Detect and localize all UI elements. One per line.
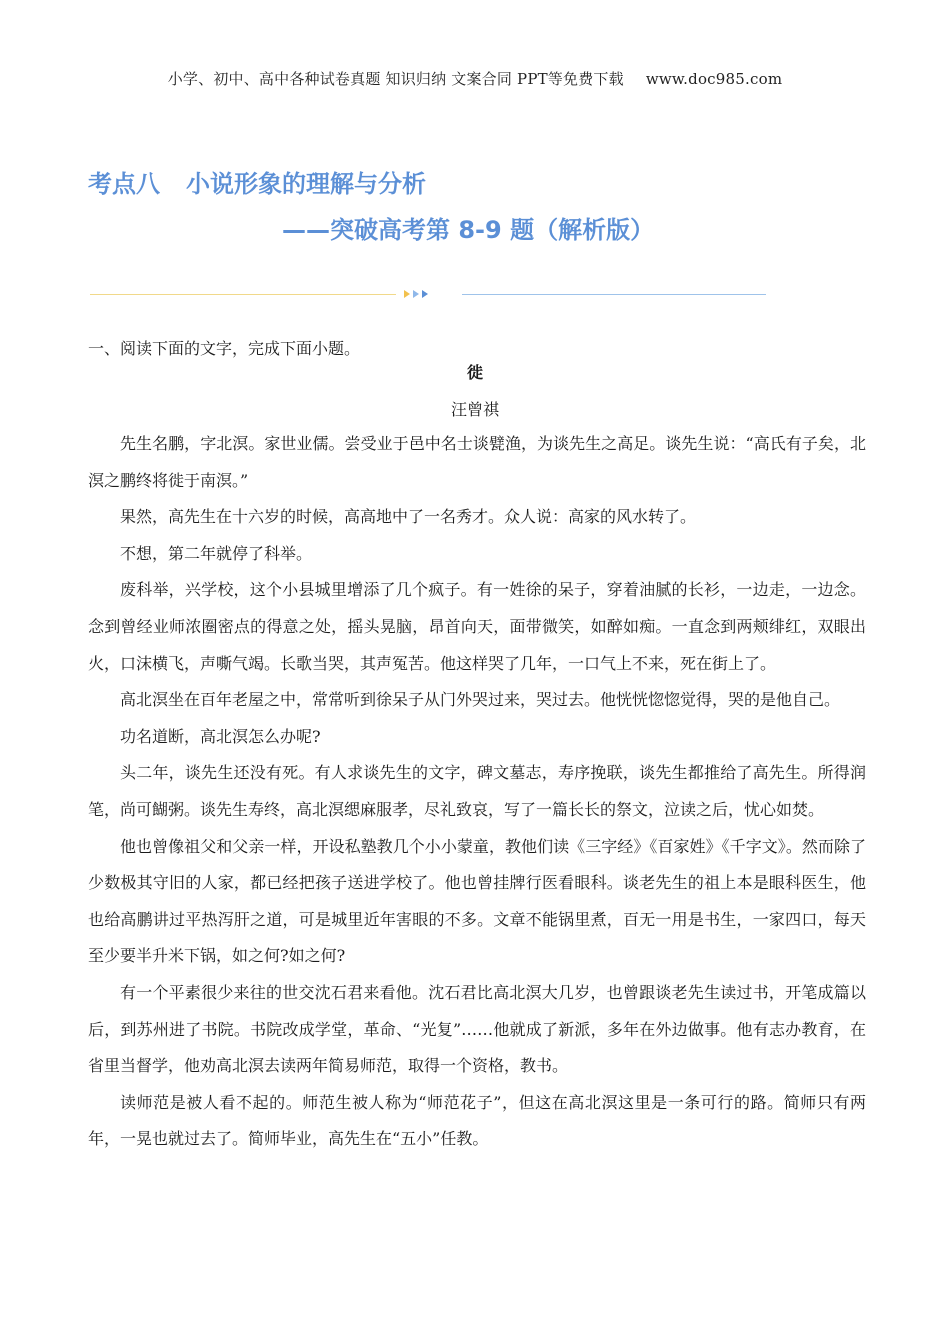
paragraph: 废科举，兴学校，这个小县城里增添了几个疯子。有一姓徐的呆子，穿着油腻的长衫，一边走，一边念。念到曾经业师浓圈密点的得意之处，摇头晃脑，昂首向天，面带微笑，如醉如痴。一直念到两颊绯红，双眼出火，口沫横飞，声嘶气竭。长歌当哭，其声冤苦。他这样哭了几年，一口气上不来，死在街上了。 <box>88 580 866 673</box>
paragraph: 他也曾像祖父和父亲一样，开设私塾教几个小小蒙童，教他们读《三字经》《百家姓》《千字文》。然而除了少数极其守旧的人家，都已经把孩子送进学校了。他也曾挂牌行医看眼科。谈老先生的祖上本是眼科医生，他也给高鹏讲过平热泻肝之道，可是城里近年害眼的不多。文章不能锅里煮，百无一用是书生，一家四口，每天至少要半升米下锅，如之何?如之何? <box>88 836 866 966</box>
arrow-1 <box>404 290 410 298</box>
document-title <box>88 164 426 199</box>
paragraph: 读师范是被人看不起的。师范生被人称为“师范花子”，但这在高北溟这里是一条可行的路。简师只有两年，一晃也就过去了。简师毕业，高先生在“五小”任教。 <box>88 1092 866 1149</box>
paragraph: 有一个平素很少来往的世交沈石君来看他。沈石君比高北溟大几岁，也曾跟谈老先生读过书，开笔成篇以后，到苏州进了书院。书院改成学堂，革命、“光复”……他就成了新派，多年在外边做事。他有志办教育，在省里当督学，他劝高北溟去读两年简易师范，取得一个资格，教书。 <box>88 982 866 1076</box>
story-author: 汪曾祺 <box>450 400 499 419</box>
paragraph: 不想，第二年就停了科举。 <box>120 543 313 563</box>
arrow-3 <box>422 290 428 298</box>
triple-arrow-icon <box>400 286 440 302</box>
story-body <box>88 426 866 1158</box>
paragraph: 果然，高先生在十六岁的时候，高高地中了一名秀才。众人说：高家的风水转了。 <box>120 507 697 527</box>
header-site-link[interactable]: www.doc985.com <box>645 70 783 88</box>
arrow-2 <box>413 290 419 298</box>
title-topic: 小说形象的理解与分析 <box>186 170 426 198</box>
page-header <box>0 68 950 89</box>
section-heading: 一、阅读下面的文字，完成下面小题。 <box>88 339 361 358</box>
paragraph: 功名道断，高北溟怎么办呢? <box>120 726 321 746</box>
header-tagline: 小学、初中、高中各种试卷真题 知识归纳 文案合同 PPT等免费下载 <box>167 70 624 88</box>
paragraph: 高北溟坐在百年老屋之中，常常听到徐呆子从门外哭过来，哭过去。他恍恍惚惚觉得，哭的是他自己。 <box>120 690 841 710</box>
title-point: 考点八 <box>88 170 160 198</box>
title-divider <box>90 286 766 302</box>
paragraph: 头二年，谈先生还没有死。有人求谈先生的文字，碑文墓志，寿序挽联，谈先生都推给了高先生。所得润笔，尚可餬粥。谈先生寿终，高北溟缌麻服孝，尽礼致哀，写了一篇长长的祭文，泣读之后，忧心如焚。 <box>88 763 866 819</box>
document-subtitle: ——突破高考第 8-9 题（解析版） <box>282 216 655 244</box>
divider-right-line <box>462 294 766 295</box>
divider-left-line <box>90 294 396 295</box>
paragraph: 先生名鹏，字北溟。家世业儒。尝受业于邑中名士谈甓渔，为谈先生之高足。谈先生说：“高氏有子矣，北溟之鹏终将徙于南溟。” <box>88 434 866 490</box>
story-title: 徙 <box>466 363 483 382</box>
